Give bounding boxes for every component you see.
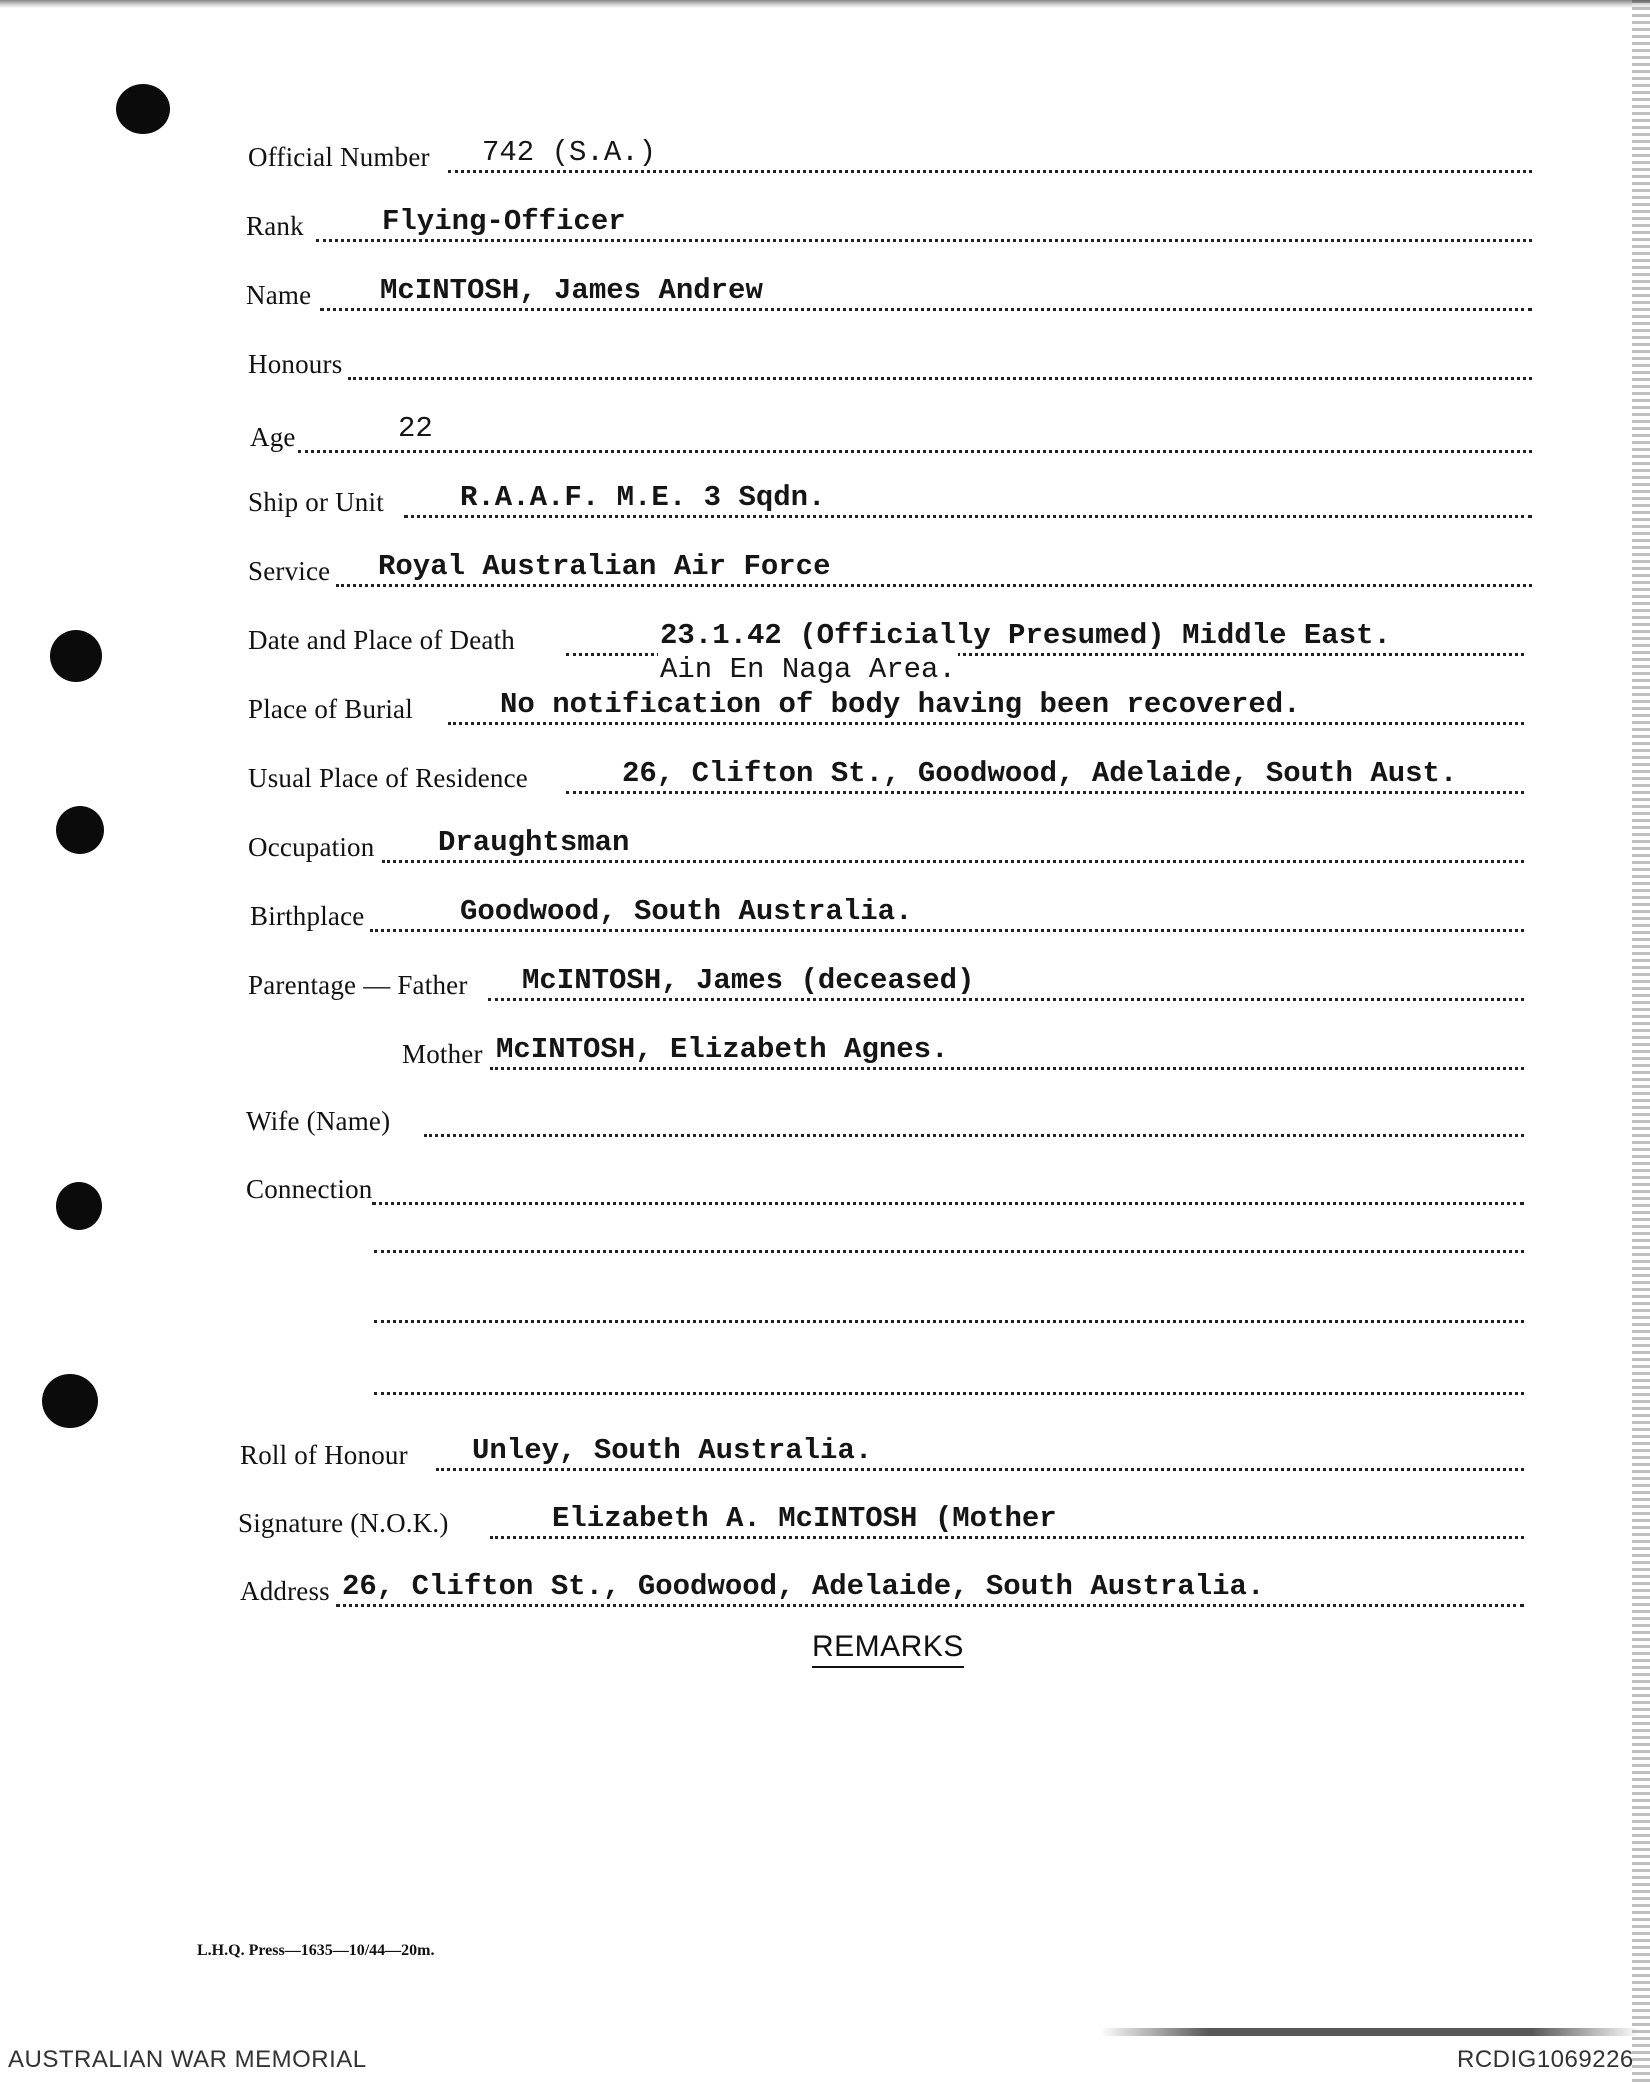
date-place-death-row <box>0 619 1650 689</box>
official-number-row <box>0 136 1650 176</box>
address-row <box>0 1570 1650 1610</box>
service-label: Service <box>248 556 331 586</box>
age-value: 22 <box>398 412 433 445</box>
age-label: Age <box>250 422 296 452</box>
address-label: Address <box>240 1576 330 1606</box>
ship-or-unit-row <box>0 481 1650 521</box>
honours-label: Honours <box>248 349 343 379</box>
record-id-footer: RCDIG1069226 <box>1457 2046 1634 2073</box>
wife-row <box>0 1100 1650 1140</box>
mother-value: McINTOSH, Elizabeth Agnes. <box>496 1033 949 1066</box>
service-value: Royal Australian Air Force <box>378 550 831 583</box>
usual-residence-row <box>0 757 1650 797</box>
wife-label: Wife (Name) <box>246 1106 391 1136</box>
address-value: 26, Clifton St., Goodwood, Adelaide, South Australia. <box>342 1570 1265 1603</box>
name-value: McINTOSH, James Andrew <box>380 274 763 307</box>
occupation-label: Occupation <box>248 832 375 862</box>
connection-line <box>374 1320 1524 1323</box>
ship-or-unit-value: R.A.A.F. M.E. 3 Sqdn. <box>460 481 826 514</box>
official-number-value: 742 (S.A.) <box>482 136 657 169</box>
mother-row <box>0 1033 1650 1073</box>
signature-label: Signature (N.O.K.) <box>238 1508 449 1538</box>
birthplace-label: Birthplace <box>250 901 365 931</box>
punch-hole <box>116 84 170 134</box>
mother-label: Mother <box>402 1039 483 1069</box>
institution-footer: AUSTRALIAN WAR MEMORIAL <box>8 2046 367 2073</box>
connection-row <box>0 1168 1650 1208</box>
father-value: McINTOSH, James (deceased) <box>522 964 975 997</box>
father-label: Parentage — Father <box>248 970 468 1000</box>
age-row <box>0 412 1650 452</box>
rank-label: Rank <box>246 211 304 241</box>
remarks-heading: REMARKS <box>812 1630 964 1668</box>
scan-top-edge <box>0 0 1650 8</box>
occupation-row <box>0 826 1650 866</box>
connection-line <box>374 1392 1524 1395</box>
usual-residence-label: Usual Place of Residence <box>248 763 528 793</box>
signature-value: Elizabeth A. McINTOSH (Mother <box>552 1502 1057 1535</box>
date-place-death-value-line2: Ain En Naga Area. <box>660 653 956 686</box>
birthplace-value: Goodwood, South Australia. <box>460 895 913 928</box>
service-row <box>0 550 1650 590</box>
father-row <box>0 964 1650 1004</box>
signature-row <box>0 1502 1650 1542</box>
honours-row <box>0 343 1650 383</box>
date-place-death-value: 23.1.42 (Officially Presumed) Middle East. <box>660 619 1391 652</box>
roll-of-honour-value: Unley, South Australia. <box>472 1434 873 1467</box>
official-number-label: Official Number <box>248 142 430 172</box>
name-label: Name <box>246 280 312 310</box>
scan-bottom-edge <box>1100 2028 1640 2036</box>
rank-value: Flying-Officer <box>382 205 626 238</box>
date-place-death-label: Date and Place of Death <box>248 625 515 655</box>
roll-of-honour-row <box>0 1434 1650 1474</box>
connection-label: Connection <box>246 1174 373 1204</box>
rank-row <box>0 205 1650 245</box>
roll-of-honour-label: Roll of Honour <box>240 1440 408 1470</box>
occupation-value: Draughtsman <box>438 826 630 859</box>
name-row <box>0 274 1650 314</box>
birthplace-row <box>0 895 1650 935</box>
place-of-burial-row <box>0 688 1650 728</box>
place-of-burial-value: No notification of body having been recovered. <box>500 688 1301 721</box>
connection-line <box>374 1250 1524 1253</box>
ship-or-unit-label: Ship or Unit <box>248 487 384 517</box>
press-mark: L.H.Q. Press—1635—10/44—20m. <box>197 1942 435 1959</box>
punch-hole <box>42 1374 98 1428</box>
place-of-burial-label: Place of Burial <box>248 694 413 724</box>
usual-residence-value: 26, Clifton St., Goodwood, Adelaide, South Aust. <box>622 757 1458 790</box>
